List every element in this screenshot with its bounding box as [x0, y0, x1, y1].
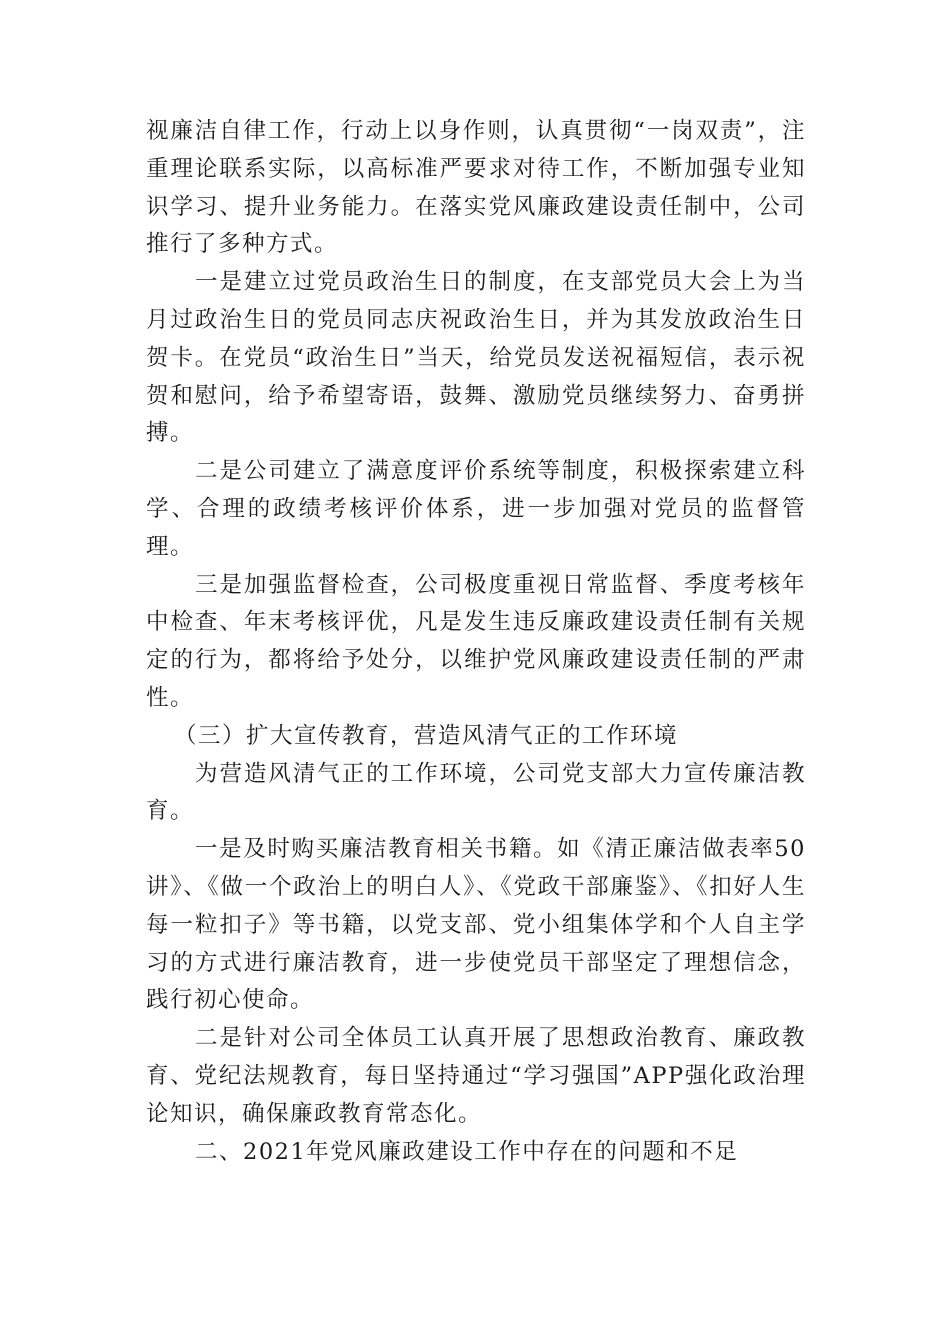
paragraph-political-education: 二是针对公司全体员工认真开展了思想政治教育、廉政教育、党纪法规教育，每日坚持通过“学习强国”APP强化政治理论知识，确保廉政教育常态化。: [146, 1025, 806, 1127]
paragraph-publicity-intro: 为营造风清气正的工作环境，公司党支部大力宣传廉洁教育。: [146, 760, 806, 825]
paragraph-political-birthday: 一是建立过党员政治生日的制度，在支部党员大会上为当月过政治生日的党员同志庆祝政治生日，并为其发放政治生日贺卡。在党员“政治生日”当天，给党员发送祝福短信，表示祝贺和慰问，给予希望寄语，鼓舞、激励党员继续努力、奋勇拼搏。: [146, 269, 806, 447]
section-heading-publicity-education: （三）扩大宣传教育，营造风清气正的工作环境: [174, 722, 679, 749]
paragraph-continuation: 视廉洁自律工作，行动上以身作则，认真贯彻“一岗双责”，注重理论联系实际，以高标准严要求对待工作，不断加强专业知识学习、提升业务能力。在落实党风廉政建设责任制中，公司推行了多种方式。: [146, 118, 806, 258]
document-body: [146, 113, 806, 1171]
paragraph-satisfaction-evaluation: 二是公司建立了满意度评价系统等制度，积极探索建立科学、合理的政绩考核评价体系，进一步加强对党员的监督管理。: [146, 458, 806, 560]
paragraph-supervision-inspection: 三是加强监督检查，公司极度重视日常监督、季度考核年中检查、年末考核评优，凡是发生违反廉政建设责任制有关规定的行为，都将给予处分，以维护党风廉政建设责任制的严肃性。: [146, 571, 806, 711]
paragraph-books: 一是及时购买廉洁教育相关书籍。如《清正廉洁做表率50讲》、《做一个政治上的明白人》、《党政干部廉鉴》、《扣好人生每一粒扣子》等书籍，以党支部、党小组集体学和个人自主学习的方式进行廉洁教育，进一步使党员干部坚定了理想信念，践行初心使命。: [146, 836, 806, 1014]
section-heading-problems: 二、2021年党风廉政建设工作中存在的问题和不足: [195, 1138, 739, 1165]
